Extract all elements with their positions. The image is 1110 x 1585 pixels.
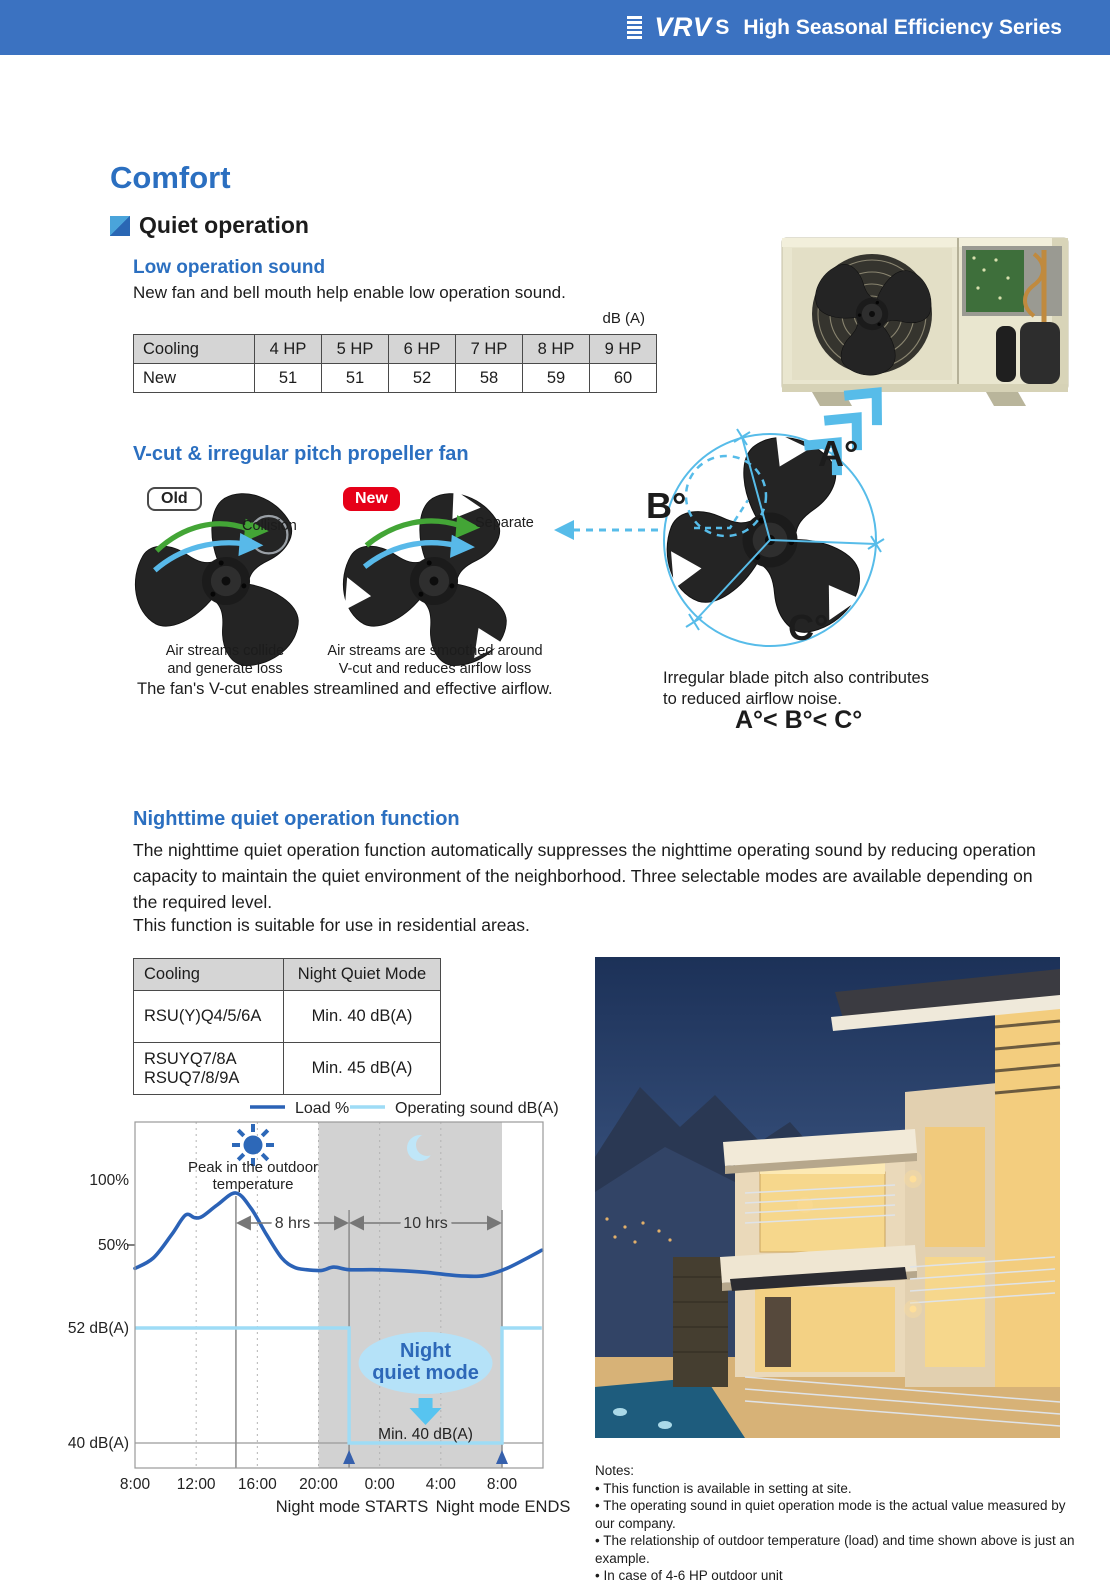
header-title: High Seasonal Efficiency Series [743, 15, 1062, 39]
span-day-label: 8 hrs [274, 1215, 311, 1232]
col-header: Cooling [134, 335, 255, 364]
subsection-title [110, 212, 309, 239]
night-mode-chart [65, 1086, 585, 1546]
y-label: 52 dB(A) [67, 1320, 129, 1337]
cell: 59 [523, 364, 590, 393]
new-badge: New [343, 487, 400, 511]
y-label: 40 dB(A) [67, 1435, 129, 1452]
x-tick: 8:00 [119, 1476, 151, 1493]
notes-title: Notes: [595, 1463, 635, 1478]
cell: 51 [255, 364, 322, 393]
col-header: 4 HP [255, 335, 322, 364]
db-unit-label: dB (A) [602, 310, 645, 327]
note-item: • The operating sound in quiet operation mode is the actual value measured by our company. [595, 1498, 1066, 1531]
model-cell: RSU(Y)Q4/5/6A [134, 991, 284, 1043]
note-item: • The relationship of outdoor temperature (load) and time shown above is just an example. [595, 1533, 1075, 1566]
night-shade-region [319, 1122, 503, 1468]
legend-sound-label: Operating sound dB(A) [395, 1100, 559, 1117]
col-header: 8 HP [523, 335, 590, 364]
table-header-row [134, 959, 441, 991]
collision-label: Collision [242, 518, 297, 534]
page-title: Comfort [110, 160, 231, 195]
row-label: New [134, 364, 255, 393]
x-tick: 8:00 [486, 1476, 518, 1493]
separate-label: Separate [475, 515, 534, 531]
svg-text:quiet mode: quiet mode [372, 1362, 479, 1384]
nighttime-heading: Nighttime quiet operation function [133, 808, 460, 830]
y-label: 50% [97, 1237, 129, 1254]
brand-series-letter: S [715, 15, 730, 39]
table-header-row [134, 335, 657, 364]
peak-annotation: Peak in the outdoor [187, 1159, 319, 1176]
low-sound-heading: Low operation sound [133, 257, 326, 278]
svg-text:Night: Night [399, 1340, 452, 1362]
night-mode-starts-label: Night mode STARTS [275, 1498, 429, 1516]
page-header [0, 0, 1110, 55]
nighttime-paragraph: The nighttime quiet operation function automatically suppresses the nighttime operating sound by reducing operation capacity to maintain the quiet environment of the neighborhood. Three selectable modes are available depending on the required level. [133, 840, 1036, 912]
cell: 58 [456, 364, 523, 393]
new-fan-caption: Air streams are smoothed around V-cut and reduces airflow loss [327, 643, 543, 677]
low-sound-description: New fan and bell mouth help enable low operation sound. [133, 283, 566, 302]
x-tick: 16:00 [237, 1476, 277, 1493]
note-item: • This function is available in setting at site. [595, 1480, 852, 1496]
x-tick: 0:00 [364, 1476, 395, 1493]
night-quiet-mode-table [133, 958, 441, 1095]
col-header: 9 HP [590, 335, 657, 364]
legend-load-label: Load % [295, 1100, 350, 1117]
min-db-label: Min. 40 dB(A) [378, 1426, 473, 1443]
vcut-summary: The fan's V-cut enables streamlined and effective airflow. [137, 680, 553, 698]
span-night-label: 10 hrs [403, 1215, 448, 1232]
cell: 60 [590, 364, 657, 393]
col-header: Cooling [134, 959, 284, 991]
pitch-formula: A°< B°< C° [735, 706, 863, 734]
svg-text:temperature: temperature [212, 1176, 294, 1193]
house-photo [595, 957, 1060, 1438]
old-fan-caption: Air streams collide and generate loss [165, 643, 285, 677]
old-badge: Old [147, 487, 202, 511]
cell: 52 [389, 364, 456, 393]
notes-block [595, 1462, 1075, 1585]
note-item: • In case of 4-6 HP outdoor unit [595, 1568, 783, 1583]
angle-a-label: A° [818, 433, 859, 474]
model-cell: RSUYQ7/8A RSUQ7/8/9A [134, 1043, 284, 1095]
dashed-arrow-icon [554, 520, 574, 540]
col-header: 5 HP [322, 335, 389, 364]
section-bullet-icon [110, 216, 130, 236]
lines-icon [627, 16, 642, 40]
brand-logo: VRV [654, 12, 712, 42]
angle-c-label: C° [788, 607, 829, 648]
x-tick: 12:00 [176, 1476, 216, 1493]
cell: 51 [322, 364, 389, 393]
table-row [134, 991, 441, 1043]
x-tick: 20:00 [299, 1476, 338, 1493]
col-header: Night Quiet Mode [284, 959, 441, 991]
col-header: 6 HP [389, 335, 456, 364]
nighttime-paragraph-2: This function is suitable for use in residential areas. [133, 915, 530, 935]
col-header: 7 HP [456, 335, 523, 364]
y-label: 100% [89, 1172, 129, 1189]
night-mode-ends-label: Night mode ENDS [435, 1498, 571, 1516]
angle-b-label: B° [646, 485, 687, 526]
value-cell: Min. 45 dB(A) [284, 1043, 441, 1095]
vcut-heading: V-cut & irregular pitch propeller fan [133, 443, 469, 465]
value-cell: Min. 40 dB(A) [284, 991, 441, 1043]
blade-pitch-diagram [550, 378, 895, 668]
x-tick: 4:00 [425, 1476, 456, 1493]
subsection-label: Quiet operation [139, 212, 309, 238]
pitch-note: Irregular blade pitch also contributes to reduced airflow noise. [663, 669, 929, 708]
